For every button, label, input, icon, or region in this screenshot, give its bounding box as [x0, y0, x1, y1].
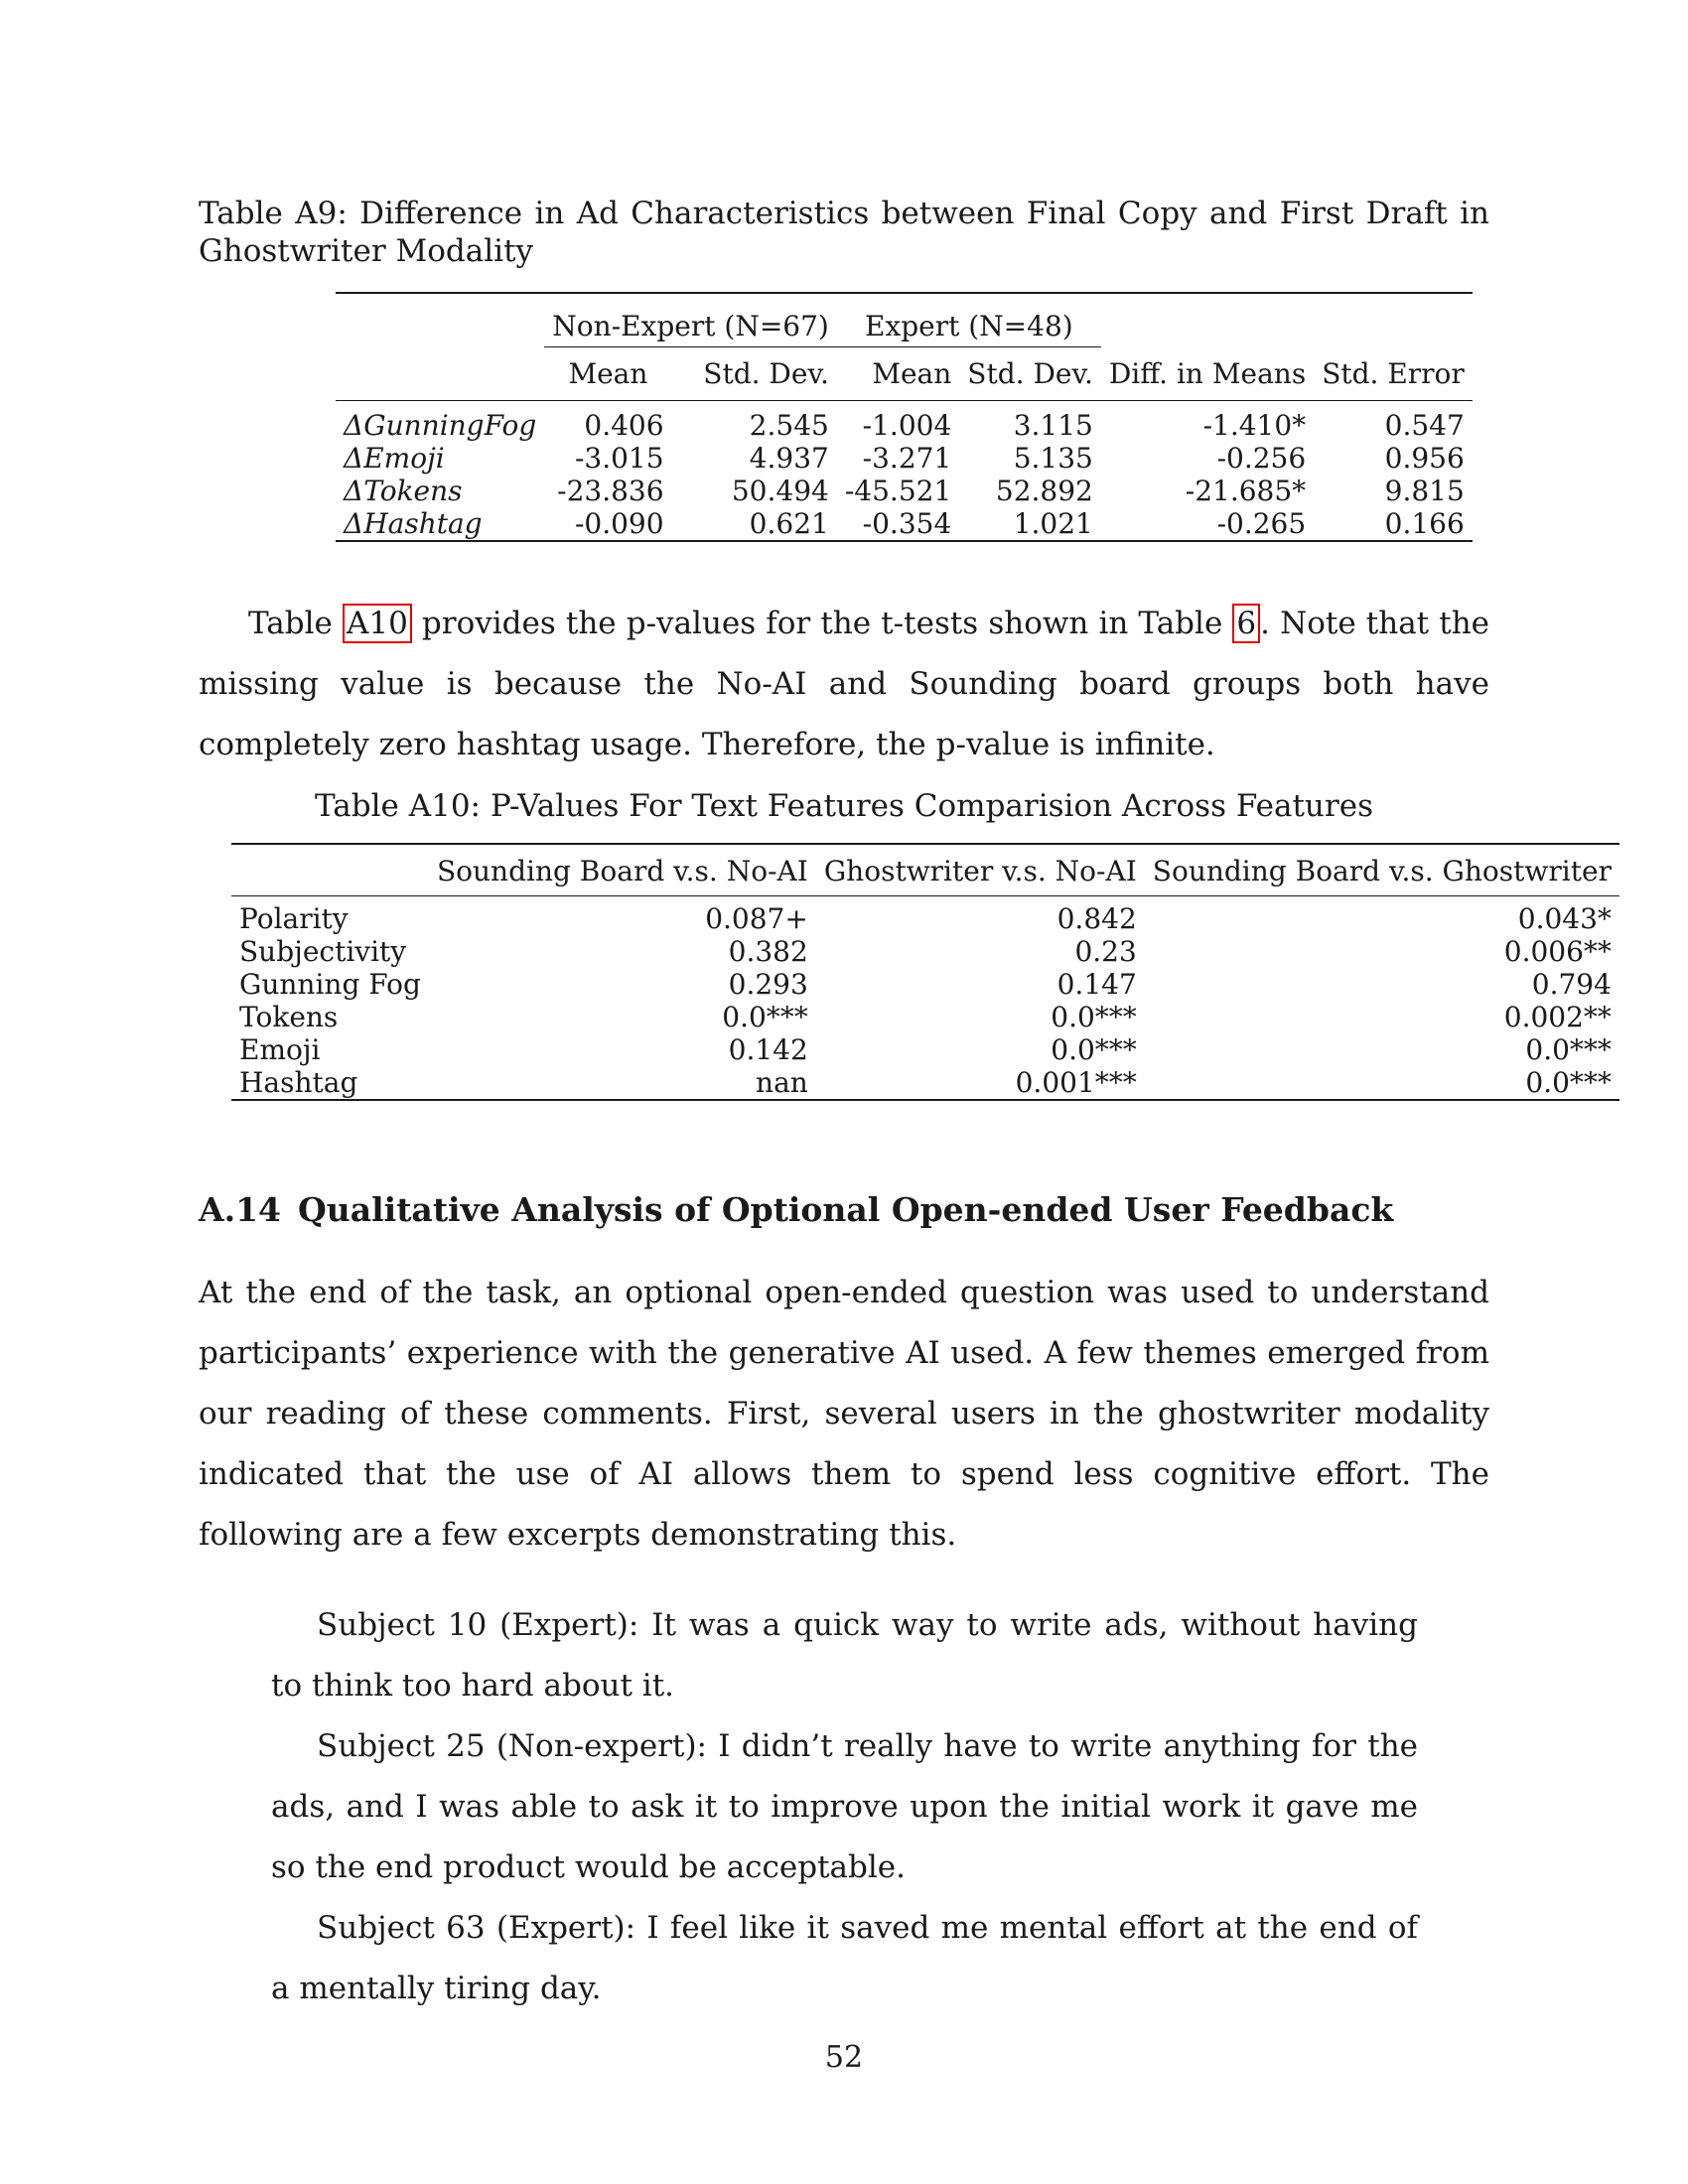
section-number: A.14 [199, 1190, 282, 1229]
column-header: Std. Dev. [967, 357, 1093, 390]
quote-block [271, 1595, 1418, 2019]
table-cell: -1.004 [862, 409, 952, 442]
column-header: Mean [872, 357, 952, 390]
table-cell: 0.0*** [722, 1001, 808, 1033]
table-row [231, 968, 1619, 1001]
table-a9 [336, 292, 1473, 542]
table-cell: nan [756, 1066, 808, 1099]
table-6-link[interactable]: 6 [1232, 604, 1260, 643]
section-body-paragraph: At the end of the task, an optional open-ended question was used to understand participants’ experience with the generative AI used. A few themes emerged from our reading of these comments. First, several users in the ghostwriter modality indicated that the use of AI allows them to spend less cognitive effort. The following are a few excerpts demonstrating this. [199, 1275, 1489, 1553]
table-a10-link[interactable]: A10 [343, 604, 412, 643]
table-a10 [231, 843, 1619, 1101]
table-cell: 0.0*** [1525, 1033, 1612, 1066]
table-cell: 0.842 [1056, 902, 1137, 935]
table-row [336, 507, 1473, 541]
column-header: Mean [568, 357, 648, 390]
column-header: Diff. in Means [1108, 356, 1307, 390]
page-number: 52 [824, 2040, 864, 2075]
body-paragraph [199, 594, 1489, 775]
section-heading [199, 1190, 1489, 1229]
group-header-nonexpert: Non-Expert (N=67) [544, 310, 837, 347]
table-cell: -45.521 [844, 475, 952, 507]
table-cell: 9.815 [1384, 475, 1465, 507]
column-header: Ghostwriter v.s. No-AI [823, 855, 1137, 887]
row-label: ΔGunningFog [344, 409, 537, 442]
table-cell: 0.382 [728, 935, 808, 968]
table-cell: -3.271 [862, 442, 952, 475]
table-cell: 0.006** [1503, 935, 1612, 968]
table-cell: 0.406 [584, 409, 664, 442]
table-cell: -23.836 [557, 475, 664, 507]
table-row [336, 475, 1473, 507]
section-title: Qualitative Analysis of Optional Open-ended User Feedback [298, 1190, 1394, 1229]
row-label: ΔTokens [344, 475, 463, 507]
table-cell: -1.410* [1202, 409, 1307, 442]
row-label: Tokens [239, 1001, 339, 1033]
row-label: ΔEmoji [344, 442, 445, 475]
table-cell: 52.892 [995, 475, 1093, 507]
table-cell: 0.23 [1074, 935, 1137, 968]
table-row [336, 409, 1473, 442]
row-label: Hashtag [239, 1066, 358, 1099]
table-cell: 2.545 [749, 409, 829, 442]
column-header: Sounding Board v.s. No-AI [436, 855, 808, 887]
table-cell: 0.043* [1517, 902, 1612, 935]
table-cell: 0.001*** [1015, 1066, 1137, 1099]
table-cell: 0.956 [1384, 442, 1465, 475]
paragraph-text: . Note that the missing value is because the No-AI and Sounding board groups both have completely zero hashtag usage. Therefore, the p-value is infinite. [199, 606, 1490, 762]
page-content [199, 195, 1612, 2019]
table-cell: 0.087+ [705, 902, 808, 935]
table-cell: 0.0*** [1525, 1066, 1612, 1099]
table-cell: 0.147 [1056, 968, 1137, 1001]
row-label: Subjectivity [239, 935, 407, 968]
table-cell: 5.135 [1013, 442, 1093, 475]
table-cell: 0.794 [1531, 968, 1612, 1001]
table-a9-caption: Table A9: Difference in Ad Characteristics between Final Copy and First Draft in Ghostwriter Modality [199, 196, 1489, 269]
table-cell: 0.002** [1503, 1001, 1612, 1033]
paragraph-text: Table [248, 606, 343, 641]
column-header: Std. Error [1322, 356, 1465, 390]
table-cell: 0.293 [728, 968, 808, 1001]
table-row [231, 902, 1619, 935]
table-cell: 0.0*** [1051, 1001, 1137, 1033]
row-label: Emoji [239, 1033, 321, 1066]
column-header: Sounding Board v.s. Ghostwriter [1152, 855, 1612, 887]
table-row [231, 1066, 1619, 1100]
table-cell: 50.494 [731, 475, 829, 507]
table-cell: -3.015 [574, 442, 664, 475]
table-a10-caption: Table A10: P-Values For Text Features Comparision Across Features [315, 788, 1373, 824]
quote-item: Subject 63 (Expert): I feel like it saved me mental effort at the end of a mentally tiring day. [271, 1910, 1418, 2006]
table-cell: -0.090 [574, 507, 664, 540]
table-cell: 1.021 [1013, 507, 1093, 540]
paragraph-text: provides the p-values for the t-tests shown in Table [411, 606, 1233, 641]
table-cell: 4.937 [749, 442, 829, 475]
table-cell: 0.547 [1384, 409, 1465, 442]
table-cell: 0.142 [728, 1033, 808, 1066]
table-row [336, 442, 1473, 475]
table-cell: 0.621 [749, 507, 829, 540]
table-cell: -0.354 [862, 507, 952, 540]
group-header-expert: Expert (N=48) [837, 310, 1101, 347]
table-cell: -0.265 [1216, 507, 1307, 540]
table-cell: -21.685* [1185, 475, 1307, 507]
table-cell: 0.0*** [1051, 1033, 1137, 1066]
table-row [231, 1033, 1619, 1066]
table-cell: 3.115 [1013, 409, 1093, 442]
table-row [231, 935, 1619, 968]
column-header: Std. Dev. [703, 357, 829, 390]
row-label: Polarity [239, 902, 349, 935]
quote-item: Subject 25 (Non-expert): I didn’t really have to write anything for the ads, and I was able to ask it to improve upon the initial work it gave me so the end product would be acceptable. [271, 1728, 1418, 1885]
quote-item: Subject 10 (Expert): It was a quick way to write ads, without having to think too hard about it. [271, 1607, 1418, 1704]
row-label: Gunning Fog [239, 968, 421, 1001]
table-row [231, 1001, 1619, 1033]
table-cell: -0.256 [1216, 442, 1307, 475]
table-cell: 0.166 [1384, 507, 1465, 540]
row-label: ΔHashtag [344, 507, 483, 540]
